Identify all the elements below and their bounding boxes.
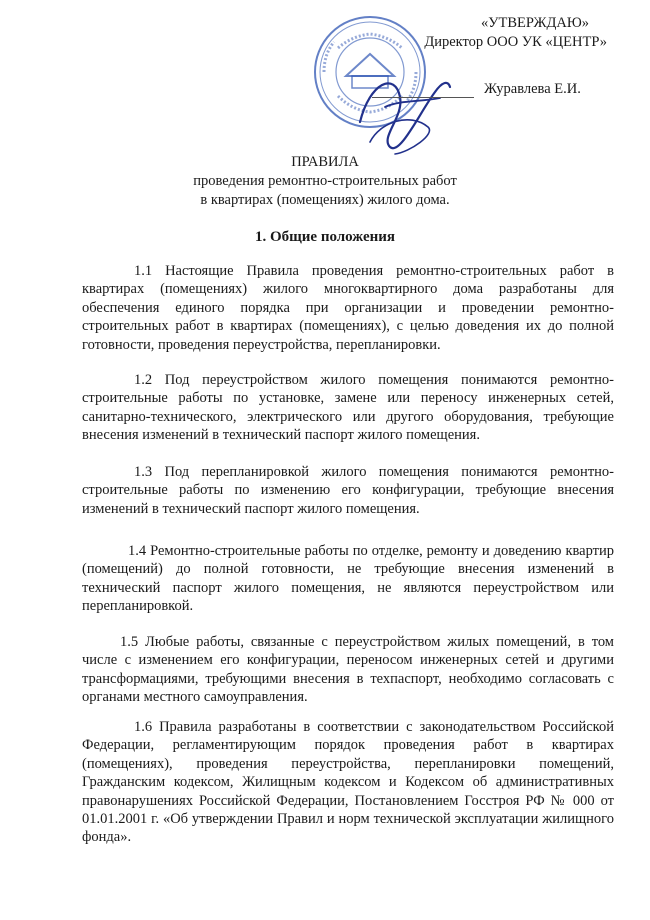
paragraph-1-1: 1.1 Настоящие Правила проведения ремонтно-строительных работ в квартирах (помещениях) жилого многоквартирного дома разработаны для обеспечения единого порядка при организации и проведении ремонтно-строительных работ в квартирах (помещениях), с целью доведения их до полной готовности, проведения переустройства, перепланировки.	[82, 263, 614, 353]
approval-block	[395, 14, 615, 52]
paragraph-1-3: 1.3 Под перепланировкой жилого помещения понимаются ремонтно-строительные работы по изменению его конфигурации, требующие внесения изменений в технический паспорт жилого помещения.	[82, 464, 614, 517]
paragraph-1-5: 1.5 Любые работы, связанные с переустройством жилых помещений, в том числе с изменением его конфигурации, переносом инженерных сетей и другими трансформациями, требующими внесения в техпаспорт, необходимо согласовать с органами местного самоуправления.	[82, 634, 614, 706]
paragraph-1-2: 1.2 Под переустройством жилого помещения понимаются ремонтно-строительные работы по установке, замене или переносу инженерных сетей, санитарно-технического, электрического или другого оборудования, требующие внесения изменений в технический паспорт жилого помещения.	[82, 372, 614, 444]
document-subtitle-line1: проведения ремонтно-строительных работ	[193, 173, 457, 189]
document-subtitle-line2: в квартирах (помещениях) жилого дома.	[200, 192, 450, 208]
paragraph-1-6: 1.6 Правила разработаны в соответствии с законодательством Российской Федерации, регламентирующим порядок проведения работ в квартирах (помещениях), проведения переустройства, перепланировки помещений, Гражданским кодексом, Жилищным кодексом и Кодексом об административных правонарушениях Российской Федерации, Постановлением Госстроя РФ № 000 от 01.01.2001 г. «Об утверждении Правил и норм технической эксплуатации жилищного фонда».	[82, 719, 614, 846]
section-heading: 1. Общие положения	[254, 229, 396, 245]
paragraph-1-4: 1.4 Ремонтно-строительные работы по отделке, ремонту и доведению квартир (помещений) до полной готовности, не требующие внесения изменений в технический паспорт жилого помещения, не являются переустройством или перепланировкой.	[82, 543, 614, 615]
director-signature	[340, 52, 460, 162]
approval-signer: Журавлева Е.И.	[484, 81, 581, 97]
approval-title: «УТВЕРЖДАЮ»	[481, 15, 589, 31]
approval-position: Директор ООО УК «ЦЕНТР»	[424, 34, 607, 50]
document-title: ПРАВИЛА	[291, 154, 359, 170]
signature-line	[372, 97, 474, 98]
